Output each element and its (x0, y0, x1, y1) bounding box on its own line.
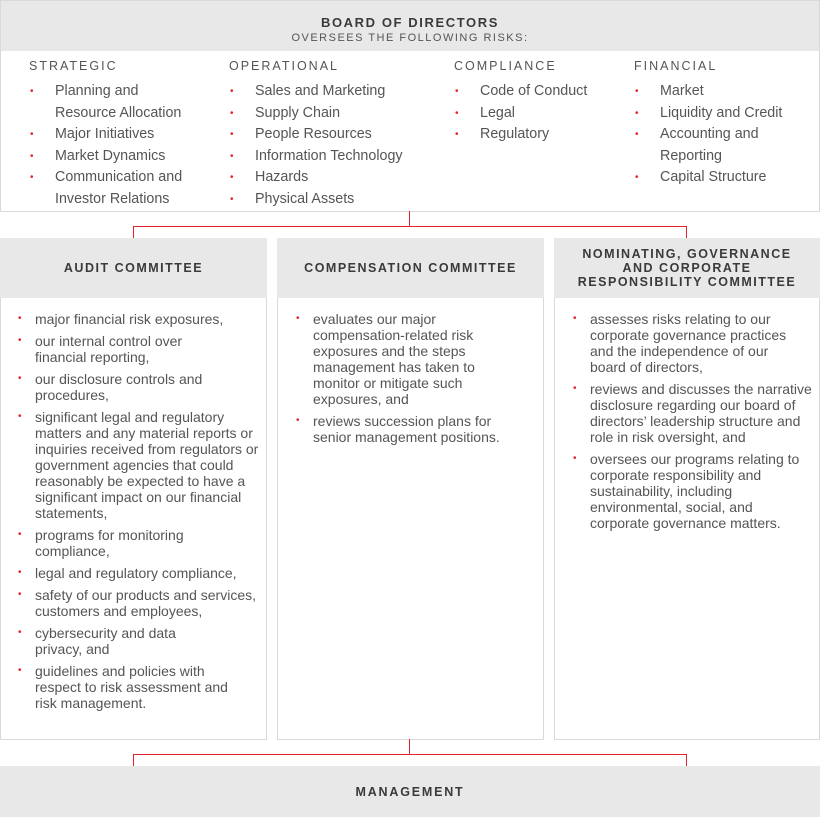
connector-line (133, 226, 134, 238)
bullet-icon: • (230, 172, 234, 183)
risk-item: • Planning and Resource Allocation (30, 83, 182, 121)
bullet-icon: • (455, 129, 459, 140)
list-item: • significant legal and regulatory matters and any material reports or inquiries received from regulators or government agencies that could reasonably be expected to have a significant impact on our financial statements, (18, 409, 259, 521)
list-item: • oversees our programs relating to corporate responsibility and sustainability, including environmental, social, and corporate governance matters. (573, 451, 800, 531)
bullet-icon: • (635, 172, 639, 183)
bullet-icon: • (230, 193, 234, 205)
board-subtitle: OVERSEES THE FOLLOWING RISKS: (291, 32, 529, 44)
bullet-icon: • (635, 107, 639, 119)
list-item: • evaluates our major compensation-related risk exposures and the steps management has taken to monitor or mitigate such exposures, and (296, 311, 475, 407)
audit-committee-list (18, 311, 261, 711)
board-title: BOARD OF DIRECTORS (320, 15, 500, 30)
risk-item: • Sales and Marketing (229, 81, 449, 103)
list-item: • reviews and discusses the narrative disclosure regarding our board of directors’ leadership structure and role in risk oversight, and (573, 381, 812, 445)
management-box: MANAGEMENT (0, 766, 820, 817)
bullet-icon: • (573, 313, 577, 324)
list-item: • our internal control over financial reporting, (18, 333, 183, 365)
risk-item: • Accounting and Reporting (635, 126, 759, 164)
bullet-icon: • (230, 107, 234, 119)
risk-item: • Market (634, 81, 814, 103)
compensation-committee-title: COMPENSATION COMMITTEE (277, 238, 544, 298)
risk-item: • Hazards (229, 167, 449, 189)
risk-category-title: STRATEGIC (29, 59, 118, 73)
bullet-icon: • (30, 129, 34, 140)
connector-line (133, 226, 687, 227)
list-item: • major financial risk exposures, (18, 311, 224, 327)
bullet-icon: • (18, 313, 22, 324)
connector-line (686, 754, 687, 766)
connector-line (133, 754, 687, 755)
bullet-icon: • (455, 86, 459, 97)
bullet-icon: • (455, 107, 459, 119)
nominating-committee-title: NOMINATING, GOVERNANCE AND CORPORATE RESPONSIBILITY COMMITTEE (554, 238, 820, 298)
nominating-committee-list (573, 311, 816, 531)
bullet-icon: • (18, 411, 22, 422)
list-item: • cybersecurity and data privacy, and (18, 625, 176, 657)
risk-category-title: FINANCIAL (634, 59, 718, 73)
risk-item: • Supply Chain (229, 103, 449, 125)
risk-category-compliance (454, 59, 629, 146)
bullet-icon: • (18, 335, 22, 346)
bullet-icon: • (230, 86, 234, 97)
risk-item: • Communication and Investor Relations (30, 169, 183, 207)
bullet-icon: • (18, 627, 22, 638)
bullet-icon: • (296, 313, 300, 324)
bullet-icon: • (30, 172, 34, 183)
bullet-icon: • (18, 589, 22, 600)
risk-category-title: COMPLIANCE (454, 59, 557, 73)
bullet-icon: • (635, 86, 639, 97)
connector-line (686, 226, 687, 238)
list-item: • legal and regulatory compliance, (18, 565, 237, 581)
risk-item: • Physical Assets (229, 189, 449, 211)
list-item: • assesses risks relating to our corporate governance practices and the independence of our board of directors, (573, 311, 787, 375)
risk-item: • Market Dynamics (29, 146, 224, 168)
bullet-icon: • (230, 150, 234, 162)
board-header (1, 1, 819, 51)
connector-line (409, 211, 410, 226)
risk-item: • Regulatory (454, 124, 629, 146)
risk-category-strategic (29, 59, 224, 210)
bullet-icon: • (18, 373, 22, 384)
risk-item: • Code of Conduct (454, 81, 629, 103)
risk-item: • Liquidity and Credit (634, 103, 814, 125)
risk-item: • Major Initiatives (29, 124, 224, 146)
bullet-icon: • (573, 383, 577, 394)
risk-item: • Capital Structure (634, 167, 814, 189)
audit-committee-title: AUDIT COMMITTEE (0, 238, 267, 298)
connector-line (409, 739, 410, 754)
list-item: • safety of our products and services, customers and employees, (18, 587, 256, 619)
bullet-icon: • (18, 529, 22, 540)
bullet-icon: • (30, 150, 34, 162)
risk-item: • People Resources (229, 124, 449, 146)
bullet-icon: • (296, 415, 300, 426)
bullet-icon: • (18, 665, 22, 676)
bullet-icon: • (30, 86, 34, 97)
list-item: • guidelines and policies with respect to risk assessment and risk management. (18, 663, 228, 711)
bullet-icon: • (230, 129, 234, 140)
risk-item: • Legal (454, 103, 629, 125)
risk-category-title: OPERATIONAL (229, 59, 339, 73)
list-item: • programs for monitoring compliance, (18, 527, 184, 559)
risk-category-operational (229, 59, 449, 210)
risk-item: • Information Technology (229, 146, 449, 168)
list-item: • our disclosure controls and procedures, (18, 371, 203, 403)
bullet-icon: • (573, 453, 577, 464)
board-box (0, 0, 820, 212)
bullet-icon: • (18, 567, 22, 578)
bullet-icon: • (635, 129, 639, 140)
risk-category-financial (634, 59, 814, 189)
list-item: • reviews succession plans for senior management positions. (296, 413, 500, 445)
compensation-committee-list (296, 311, 536, 445)
connector-line (133, 754, 134, 766)
